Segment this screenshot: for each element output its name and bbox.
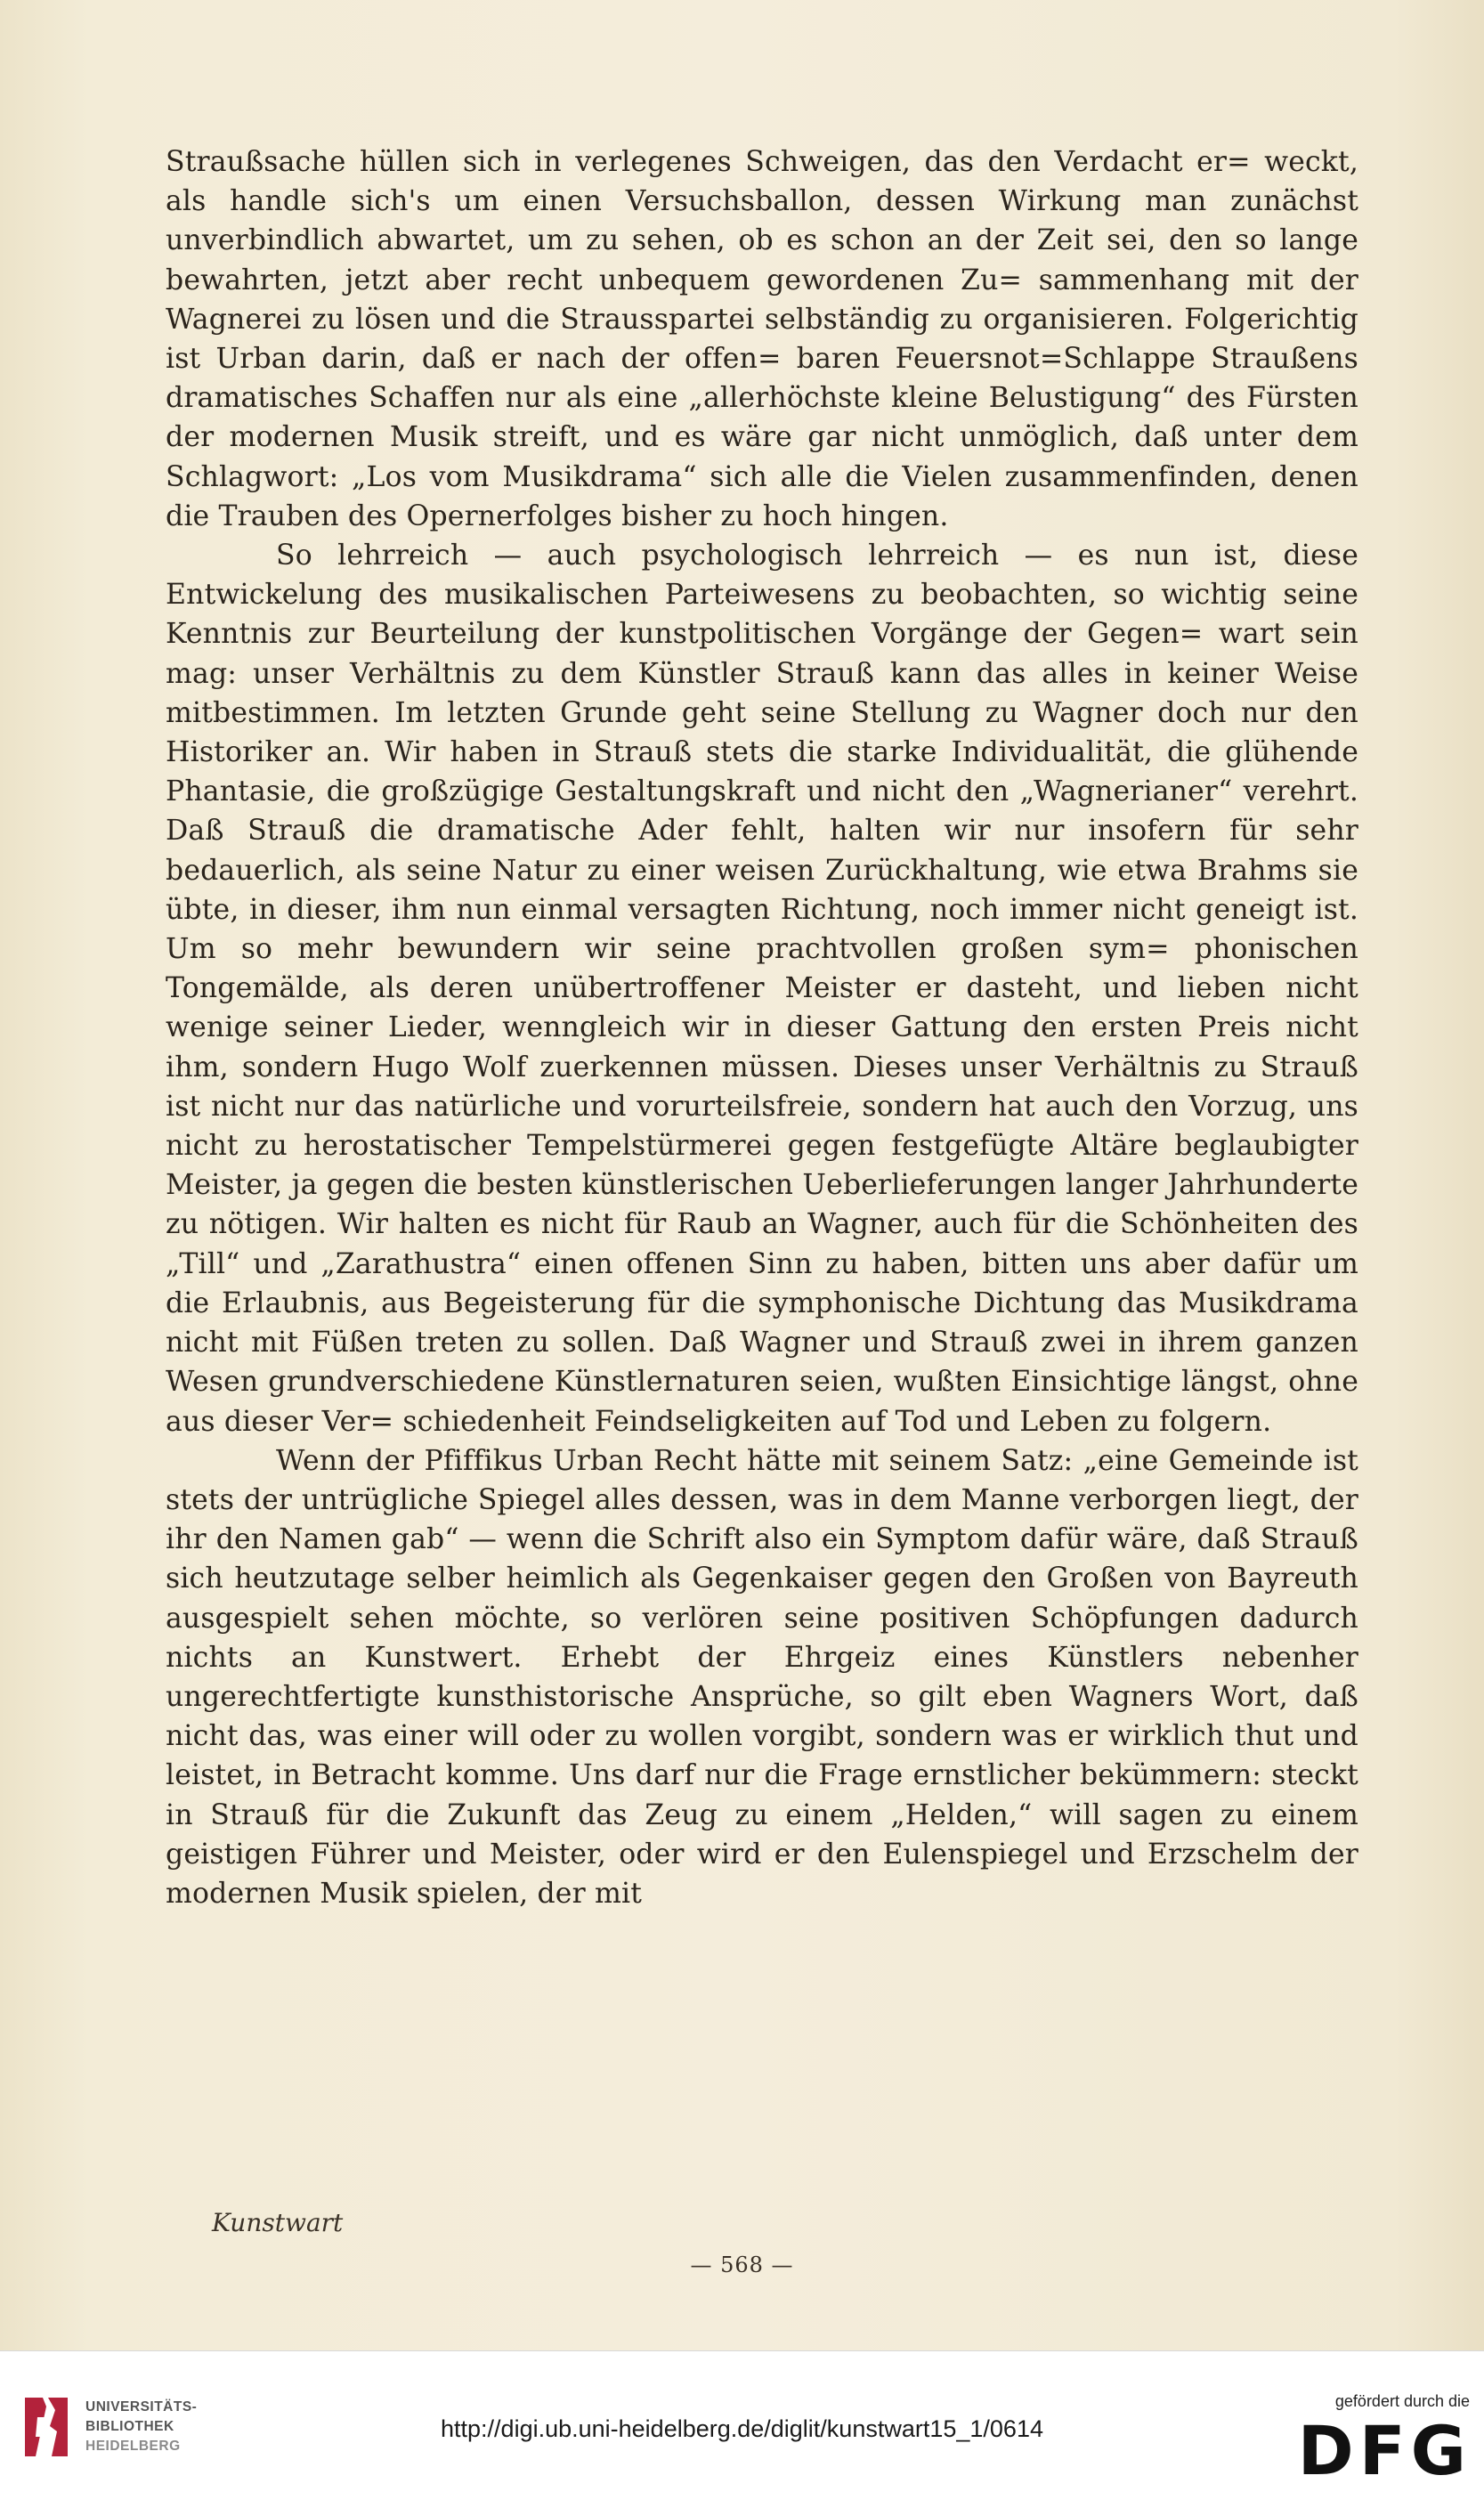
library-name-line-2: BIBLIOTHEK (85, 2419, 174, 2434)
paragraph-2: So lehrreich — auch psychologisch lehrreich — es nun ist, diese Entwickelung des musikalischen Parteiwesens zu beobachten, so wichtig seine Kenntnis zur Beurteilung der kunstpolitischen Vorgänge der Gegen= wart sein mag: unser Verhältnis zu dem Künstler Strauß kann das alles in keiner Weise mitbestimmen. Im letzten Grunde geht seine Stellung zu Wagner doch nur den Historiker an. Wir haben in Strauß stets die starke Individualität, die glühende Phantasie, die großzügige Gestaltungskraft und nicht den „Wagnerianer“ verehrt. Daß Strauß die dramatische Ader fehlt, halten wir nur insofern für sehr bedauerlich, als seine Natur zu einer weisen Zurückhaltung, wie etwa Brahms sie übte, in dieser, ihm nun einmal versagten Richtung, noch immer nicht geneigt ist. Um so mehr bewundern wir seine prachtvollen großen sym= phonischen Tongemälde, als deren unübertroffener Meister er dasteht, und lieben nicht wenige seiner Lieder, wenngleich wir in dieser Gattung den ersten Preis nicht ihm, sondern Hugo Wolf zuerkennen müssen. Dieses unser Verhältnis zu Strauß ist nicht nur das natürliche und vorurteilsfreie, sondern hat auch den Vorzug, uns nicht zu herostatischer Tempelstürmerei gegen festgefügte Altäre beglaubigter Meister, ja gegen die besten künstlerischen Ueberlieferungen langer Jahrhunderte zu nötigen. Wir halten es nicht für Raub an Wagner, auch für die Schönheiten des „Till“ und „Zarathustra“ einen offenen Sinn zu haben, bitten uns aber dafür um die Erlaubnis, aus Begeisterung für die symphonische Dichtung das Musikdrama nicht mit Füßen treten zu sollen. Daß Wagner und Strauß zwei in ihrem ganzen Wesen grundverschiedene Künstlernaturen seien, wußten Einsichtige längst, ohne aus dieser Ver= schiedenheit Feindseligkeiten auf Tod und Leben zu folgern. (166, 540, 1358, 1438)
journal-signature: Kunstwart (212, 2208, 344, 2237)
body-text (166, 142, 1358, 1913)
page-number: — 568 — (690, 2252, 794, 2277)
funding-caption: gefördert durch die (1334, 2392, 1470, 2410)
digitization-footer (0, 2350, 1484, 2508)
paragraph-1: Straußsache hüllen sich in verlegenes Schweigen, das den Verdacht er= weckt, als handle sich's um einen Versuchsballon, dessen Wirkung man zunächst unverbindlich abwartet, um zu sehen, ob es schon an der Zeit sei, den so lange bewahrten, jetzt aber recht unbequem gewordenen Zu= sammenhang mit der Wagnerei zu lösen und die Strausspartei selbständig zu organisieren. Folgerichtig ist Urban darin, daß er nach der offen= baren Feuersnot=Schlappe Straußens dramatisches Schaffen nur als eine „allerhöchste kleine Belustigung“ des Fürsten der modernen Musik streift, und es wäre gar nicht unmöglich, daß unter dem Schlagwort: „Los vom Musikdrama“ sich alle die Vielen zusammenfinden, denen die Trauben des Opernerfolges bisher zu hoch hingen. (166, 146, 1358, 532)
source-url-link[interactable]: http://digi.ub.uni-heidelberg.de/diglit/kunstwart15_1/0614 (441, 2415, 1043, 2442)
library-name-line-1: UNIVERSITÄTS- (85, 2399, 198, 2415)
dfg-logo: DFG (1297, 2411, 1472, 2490)
library-name-line-3: HEIDELBERG (85, 2439, 181, 2454)
paragraph-3: Wenn der Pfiffikus Urban Recht hätte mit seinem Satz: „eine Gemeinde ist stets der untrügliche Spiegel alles dessen, was in dem Manne verborgen liegt, der ihr den Namen gab“ — wenn die Schrift also ein Symptom dafür wäre, daß Strauß sich heutzutage selber heimlich als Gegenkaiser gegen den Großen von Bayreuth ausgespielt sehen möchte, so verlören seine positiven Schöpfungen dadurch nichts an Kunstwert. Erhebt der Ehrgeiz eines Künstlers nebenher ungerechtfertigte kunsthistorische Ansprüche, so gilt eben Wagners Wort, daß nicht das, was einer will oder zu wollen vorgibt, sondern was er wirklich thut und leistet, in Betracht komme. Uns darf nur die Frage ernstlicher bekümmern: steckt in Strauß für die Zukunft das Zeug zu einem „Helden,“ will sagen zu einem geistigen Führer und Meister, oder wird er den Eulenspiegel und Erzschelm der modernen Musik spielen, der mit (166, 1444, 1358, 1910)
